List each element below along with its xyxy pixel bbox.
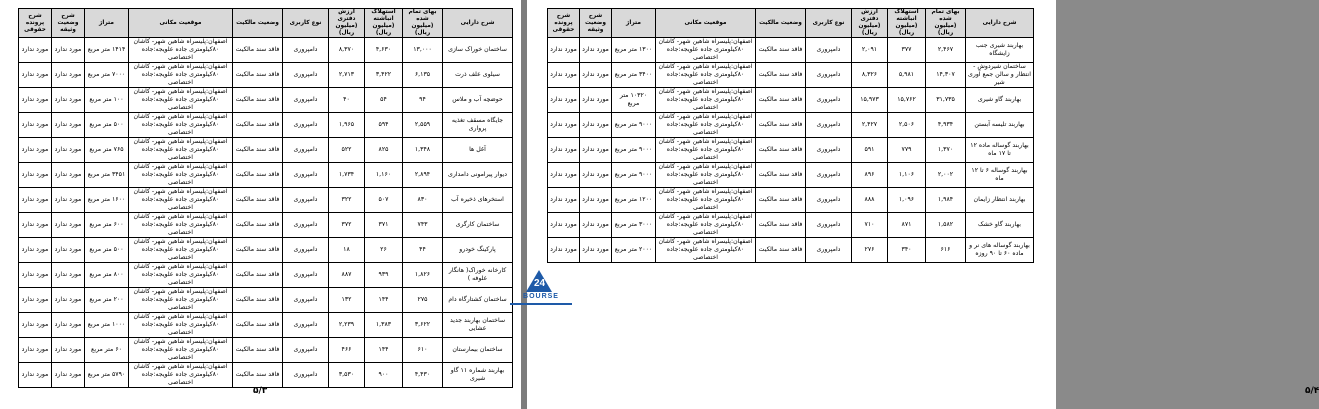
table-cell: ۵۹۴	[365, 113, 403, 138]
table-cell: مورد ندارد	[52, 363, 85, 388]
table-cell: مورد ندارد	[52, 138, 85, 163]
table-cell: دامپروری	[283, 88, 329, 113]
table-row	[19, 63, 513, 88]
table-cell: اصفهان:پلیسراه شاهین شهر- کاشان ۸۰کیلومتری جاده علویجه:جاده اختصاصی	[656, 38, 756, 63]
table-cell: اصفهان:پلیسراه شاهین شهر- کاشان ۸۰کیلومتری جاده علویجه:جاده اختصاصی	[129, 263, 233, 288]
table-cell: ۲,۷۱۳	[329, 63, 365, 88]
table-cell: مورد ندارد	[548, 238, 580, 263]
column-header: ارزش دفتری (میلیون ریال)	[329, 9, 365, 38]
table-cell: ۱,۱۶۰	[365, 163, 403, 188]
table-cell: ۳,۶۲۲	[403, 313, 443, 338]
table-cell: مورد ندارد	[19, 238, 52, 263]
table-cell: ۶,۱۳۵	[403, 63, 443, 88]
table-header-row	[19, 9, 513, 38]
table-cell: ۴,۶۳۰	[365, 38, 403, 63]
table-row	[548, 163, 1034, 188]
table-cell: ۵۰۷	[365, 188, 403, 213]
table-cell: اصفهان:پلیسراه شاهین شهر- کاشان ۸۰کیلومتری جاده علویجه:جاده اختصاصی	[129, 138, 233, 163]
logo-underline	[510, 303, 572, 305]
table-cell: ۱۳۲	[329, 288, 365, 313]
table-cell: اصفهان:پلیسراه شاهین شهر- کاشان ۸۰کیلومتری جاده علویجه:جاده اختصاصی	[656, 163, 756, 188]
table-row	[19, 238, 513, 263]
page-number: ۵/۴	[1305, 386, 1319, 396]
table-cell: ۹۴	[403, 88, 443, 113]
table-cell: دامپروری	[283, 138, 329, 163]
table-cell: دامپروری	[806, 138, 852, 163]
table-cell: ۲,۲۳۹	[329, 313, 365, 338]
table-cell: فاقد سند مالکیت	[233, 138, 283, 163]
table-cell: اصفهان:پلیسراه شاهین شهر- کاشان ۸۰کیلومتری جاده علویجه:جاده اختصاصی	[129, 38, 233, 63]
table-row	[19, 213, 513, 238]
table-row	[19, 88, 513, 113]
table-cell: ۵۹۱	[852, 138, 888, 163]
table-cell: سیلوی علف ذرت	[443, 63, 513, 88]
table-cell: بهاربند تلیسه آبستن	[966, 113, 1034, 138]
table-cell: ساختمان شیردوش - انتظار و سالن جمع آوری شیر	[966, 63, 1034, 88]
table-cell: اصفهان:پلیسراه شاهین شهر- کاشان ۸۰کیلومتری جاده علویجه:جاده اختصاصی	[129, 163, 233, 188]
table-cell: مورد ندارد	[19, 88, 52, 113]
table-cell: حوضچه آب و ملاس	[443, 88, 513, 113]
table-cell: اصفهان:پلیسراه شاهین شهر- کاشان ۸۰کیلومتری جاده علویجه:جاده اختصاصی	[656, 88, 756, 113]
table-cell: دامپروری	[283, 363, 329, 388]
table-cell: فاقد سند مالکیت	[756, 213, 806, 238]
table-cell: بهاربند انتظار زایمان	[966, 188, 1034, 213]
table-cell: دامپروری	[806, 38, 852, 63]
table-cell: مورد ندارد	[548, 63, 580, 88]
table-cell: ۱,۱۰۶	[888, 163, 926, 188]
table-cell: ۱۵,۷۶۲	[888, 88, 926, 113]
table-cell: اصفهان:پلیسراه شاهین شهر- کاشان ۸۰کیلومتری جاده علویجه:جاده اختصاصی	[656, 188, 756, 213]
table-cell: مورد ندارد	[19, 313, 52, 338]
table-cell: مورد ندارد	[580, 113, 612, 138]
table-cell: مورد ندارد	[580, 163, 612, 188]
table-cell: ساختمان کشتارگاه دام	[443, 288, 513, 313]
table-cell: آغل ها	[443, 138, 513, 163]
table-row	[548, 88, 1034, 113]
table-cell: مورد ندارد	[52, 338, 85, 363]
table-cell: فاقد سند مالکیت	[233, 113, 283, 138]
table-cell: ۸,۳۲۶	[852, 63, 888, 88]
table-cell: مورد ندارد	[548, 213, 580, 238]
table-cell: دامپروری	[806, 113, 852, 138]
table-cell: مورد ندارد	[580, 63, 612, 88]
table-cell: بهاربند گاو خشک	[966, 213, 1034, 238]
table-cell: مورد ندارد	[19, 263, 52, 288]
column-header: وضعیت مالکیت	[233, 9, 283, 38]
table-cell: ۱۴۱۴ متر مربع	[85, 38, 129, 63]
table-cell: مورد ندارد	[580, 188, 612, 213]
table-cell: ۳,۵۳۰	[329, 363, 365, 388]
table-cell: دامپروری	[806, 63, 852, 88]
table-cell: مورد ندارد	[580, 38, 612, 63]
table-cell: ۹۰۰۰ متر مربع	[612, 138, 656, 163]
table-cell: دیوار پیرامونی دامداری	[443, 163, 513, 188]
table-cell: ۵۰۰ متر مربع	[85, 238, 129, 263]
bourse24-logo	[504, 270, 578, 316]
table-cell: ۱۴۴	[365, 288, 403, 313]
column-header: متراژ	[85, 9, 129, 38]
table-cell: ۱,۹۶۵	[329, 113, 365, 138]
table-cell: ۶۰۰ متر مربع	[85, 213, 129, 238]
table-cell: دامپروری	[806, 163, 852, 188]
table-cell: بهاربند گوساله ۶ تا ۱۲ ماه	[966, 163, 1034, 188]
table-cell: ۱,۸۲۶	[403, 263, 443, 288]
table-cell: دامپروری	[283, 213, 329, 238]
table-cell: ۳۲۲	[329, 188, 365, 213]
table-row	[19, 138, 513, 163]
table-cell: مورد ندارد	[52, 88, 85, 113]
table-cell: فاقد سند مالکیت	[233, 238, 283, 263]
table-row	[548, 63, 1034, 88]
table-cell: دامپروری	[283, 38, 329, 63]
table-cell: اصفهان:پلیسراه شاهین شهر- کاشان ۸۰کیلومتری جاده علویجه:جاده اختصاصی	[656, 113, 756, 138]
table-cell: ۳۴۰	[888, 238, 926, 263]
table-cell: بهاربند گاو شیری	[966, 88, 1034, 113]
column-header: شرح پرونده حقوقی	[548, 9, 580, 38]
table-row	[548, 38, 1034, 63]
table-cell: ۳۰۰۰ متر مربع	[612, 213, 656, 238]
table-header-row	[548, 9, 1034, 38]
table-cell: ۲,۵۰۶	[888, 113, 926, 138]
table-cell: مورد ندارد	[19, 113, 52, 138]
table-cell: ۱,۷۳۴	[329, 163, 365, 188]
table-cell: فاقد سند مالکیت	[233, 363, 283, 388]
table-row	[19, 113, 513, 138]
table-cell: مورد ندارد	[580, 88, 612, 113]
table-cell: ۳۷۲	[329, 213, 365, 238]
table-cell: فاقد سند مالکیت	[233, 313, 283, 338]
table-cell: فاقد سند مالکیت	[233, 263, 283, 288]
logo-mark: 24	[534, 278, 546, 289]
table-cell: ۴,۹۳۴	[926, 113, 966, 138]
table-cell: کارخانه خوراک( هانگار علوفه )	[443, 263, 513, 288]
table-cell: ۸۲۵	[365, 138, 403, 163]
table-cell: ۱۰۳۲۰ متر مربع	[612, 88, 656, 113]
table-cell: ۲,۰۹۱	[852, 38, 888, 63]
table-cell: ۱,۳۴۸	[403, 138, 443, 163]
table-cell: مورد ندارد	[52, 238, 85, 263]
table-cell: فاقد سند مالکیت	[233, 188, 283, 213]
table-cell: اصفهان:پلیسراه شاهین شهر- کاشان ۸۰کیلومتری جاده علویجه:جاده اختصاصی	[129, 363, 233, 388]
table-cell: اصفهان:پلیسراه شاهین شهر- کاشان ۸۰کیلومتری جاده علویجه:جاده اختصاصی	[129, 238, 233, 263]
table-cell: فاقد سند مالکیت	[233, 338, 283, 363]
table-row	[548, 238, 1034, 263]
table-cell: اصفهان:پلیسراه شاهین شهر- کاشان ۸۰کیلومتری جاده علویجه:جاده اختصاصی	[129, 88, 233, 113]
table-cell: مورد ندارد	[52, 163, 85, 188]
table-cell: مورد ندارد	[19, 38, 52, 63]
table-cell: مورد ندارد	[52, 213, 85, 238]
table-row	[19, 163, 513, 188]
table-cell: اصفهان:پلیسراه شاهین شهر- کاشان ۸۰کیلومتری جاده علویجه:جاده اختصاصی	[656, 138, 756, 163]
table-cell: مورد ندارد	[548, 38, 580, 63]
table-cell: ۶۱۶	[926, 238, 966, 263]
table-cell: ۵,۹۸۱	[888, 63, 926, 88]
table-cell: مورد ندارد	[548, 113, 580, 138]
column-header: استهلاک انباشته (میلیون ریال)	[365, 9, 403, 38]
table-cell: بهاربند گوساله ماده ۱۲ تا ۱۷ ماه	[966, 138, 1034, 163]
table-cell: ۱,۰۹۶	[888, 188, 926, 213]
column-header: شرح وضعیت وثیقه	[580, 9, 612, 38]
table-cell: ۱۴,۳۰۷	[926, 63, 966, 88]
table-cell: مورد ندارد	[19, 138, 52, 163]
table-cell: فاقد سند مالکیت	[756, 138, 806, 163]
table-cell: مورد ندارد	[19, 288, 52, 313]
document-page-left	[0, 0, 521, 409]
table-row	[19, 363, 513, 388]
table-cell: دامپروری	[283, 63, 329, 88]
table-cell: ۳۴۵۱ متر مربع	[85, 163, 129, 188]
table-cell: ۲,۵۵۹	[403, 113, 443, 138]
table-cell: فاقد سند مالکیت	[233, 288, 283, 313]
table-cell: ۸۰۰ متر مربع	[85, 263, 129, 288]
table-cell: اصفهان:پلیسراه شاهین شهر- کاشان ۸۰کیلومتری جاده علویجه:جاده اختصاصی	[129, 63, 233, 88]
table-cell: استخرهای ذخیره آب	[443, 188, 513, 213]
table-cell: ۱,۳۷۰	[926, 138, 966, 163]
table-row	[19, 263, 513, 288]
table-cell: ۲,۴۲۷	[852, 113, 888, 138]
table-cell: ۱,۵۸۲	[926, 213, 966, 238]
column-header: متراژ	[612, 9, 656, 38]
table-cell: فاقد سند مالکیت	[756, 113, 806, 138]
table-cell: فاقد سند مالکیت	[233, 38, 283, 63]
table-cell: ۳۱,۷۳۵	[926, 88, 966, 113]
table-cell: ۸۸۷	[329, 263, 365, 288]
table-cell: ۸۸۸	[852, 188, 888, 213]
table-cell: دامپروری	[283, 113, 329, 138]
table-row	[19, 313, 513, 338]
table-cell: ۸۳۰	[403, 188, 443, 213]
table-cell: ۱۲۰۰ متر مربع	[612, 188, 656, 213]
table-cell: اصفهان:پلیسراه شاهین شهر- کاشان ۸۰کیلومتری جاده علویجه:جاده اختصاصی	[656, 63, 756, 88]
table-cell: ۱۶۰۰ متر مربع	[85, 188, 129, 213]
table-row	[19, 338, 513, 363]
table-cell: ۲۷۵	[403, 288, 443, 313]
table-cell: دامپروری	[283, 188, 329, 213]
table-cell: فاقد سند مالکیت	[756, 238, 806, 263]
table-cell: ساختمان کارگری	[443, 213, 513, 238]
table-cell: دامپروری	[283, 313, 329, 338]
column-header: وضعیت مالکیت	[756, 9, 806, 38]
table-cell: فاقد سند مالکیت	[756, 63, 806, 88]
column-header: استهلاک انباشته (میلیون ریال)	[888, 9, 926, 38]
table-cell: مورد ندارد	[19, 213, 52, 238]
table-cell: ۱۵,۹۷۳	[852, 88, 888, 113]
table-cell: دامپروری	[806, 88, 852, 113]
column-header: شرح پرونده حقوقی	[19, 9, 52, 38]
table-cell: ۷۴۳	[403, 213, 443, 238]
table-cell: مورد ندارد	[548, 138, 580, 163]
table-cell: ۵۰۰ متر مربع	[85, 113, 129, 138]
table-cell: اصفهان:پلیسراه شاهین شهر- کاشان ۸۰کیلومتری جاده علویجه:جاده اختصاصی	[129, 188, 233, 213]
table-cell: مورد ندارد	[52, 313, 85, 338]
table-cell: اصفهان:پلیسراه شاهین شهر- کاشان ۸۰کیلومتری جاده علویجه:جاده اختصاصی	[656, 213, 756, 238]
assets-table-left	[18, 8, 513, 388]
table-cell: مورد ندارد	[52, 38, 85, 63]
table-cell: ساختمان بهاربند جدید عشایی	[443, 313, 513, 338]
column-header: موقعیت مکانی	[656, 9, 756, 38]
table-row	[548, 188, 1034, 213]
table-cell: دامپروری	[283, 163, 329, 188]
table-cell: دامپروری	[806, 238, 852, 263]
table-row	[548, 113, 1034, 138]
table-cell: دامپروری	[283, 238, 329, 263]
table-cell: مورد ندارد	[52, 288, 85, 313]
table-cell: ساختمان خوراک سازی	[443, 38, 513, 63]
table-cell: ۸,۳۷۰	[329, 38, 365, 63]
column-header: بهای تمام شده (میلیون ریال)	[926, 9, 966, 38]
table-cell: اصفهان:پلیسراه شاهین شهر- کاشان ۸۰کیلومتری جاده علویجه:جاده اختصاصی	[129, 338, 233, 363]
table-cell: ۱۸	[329, 238, 365, 263]
column-header: شرح دارایی	[443, 9, 513, 38]
table-cell: ۱۳,۰۰۰	[403, 38, 443, 63]
table-cell: ۱,۹۸۴	[926, 188, 966, 213]
logo-text: BOURSE	[523, 293, 559, 300]
table-cell: ۹۰۰۰ متر مربع	[612, 163, 656, 188]
table-cell: مورد ندارد	[19, 163, 52, 188]
column-header: موقعیت مکانی	[129, 9, 233, 38]
table-cell: اصفهان:پلیسراه شاهین شهر- کاشان ۸۰کیلومتری جاده علویجه:جاده اختصاصی	[129, 213, 233, 238]
table-cell: ۴۴	[403, 238, 443, 263]
table-cell: مورد ندارد	[548, 188, 580, 213]
table-cell: دامپروری	[283, 338, 329, 363]
column-header: شرح دارایی	[966, 9, 1034, 38]
table-cell: ۲۰۰ متر مربع	[85, 288, 129, 313]
table-cell: ۱۰۰ متر مربع	[85, 88, 129, 113]
table-cell: ۲,۸۹۴	[403, 163, 443, 188]
table-row	[548, 213, 1034, 238]
table-cell: جایگاه مسقف تغذیه پرواری	[443, 113, 513, 138]
table-cell: ۲۷۶	[852, 238, 888, 263]
column-header: نوع کاربری	[283, 9, 329, 38]
table-cell: ۶۰ متر مربع	[85, 338, 129, 363]
table-cell: بهاربند گوساله های نر و ماده ۶۰ تا ۹۰ روزه	[966, 238, 1034, 263]
column-header: بهای تمام شده (میلیون ریال)	[403, 9, 443, 38]
table-cell: دامپروری	[283, 263, 329, 288]
table-cell: دامپروری	[283, 288, 329, 313]
table-cell: مورد ندارد	[548, 88, 580, 113]
table-cell: مورد ندارد	[19, 338, 52, 363]
table-cell: مورد ندارد	[52, 188, 85, 213]
table-cell: ۷۰۰۰ متر مربع	[85, 63, 129, 88]
table-cell: ۴۰	[329, 88, 365, 113]
table-cell: ۷۱۰	[852, 213, 888, 238]
table-cell: پارکینگ خودرو	[443, 238, 513, 263]
table-cell: ۱,۳۸۳	[365, 313, 403, 338]
table-cell: ۱۴۴	[365, 338, 403, 363]
table-row	[19, 38, 513, 63]
table-cell: اصفهان:پلیسراه شاهین شهر- کاشان ۸۰کیلومتری جاده علویجه:جاده اختصاصی	[129, 113, 233, 138]
table-cell: بهاربند شیری جنب زایشگاه	[966, 38, 1034, 63]
table-cell: فاقد سند مالکیت	[756, 163, 806, 188]
table-cell: ۸۹۶	[852, 163, 888, 188]
page-number: ۵/۳	[253, 386, 268, 396]
table-cell: اصفهان:پلیسراه شاهین شهر- کاشان ۸۰کیلومتری جاده علویجه:جاده اختصاصی	[656, 238, 756, 263]
table-cell: ۵۴	[365, 88, 403, 113]
table-cell: ساختمان بیمارستان	[443, 338, 513, 363]
column-header: شرح وضعیت وثیقه	[52, 9, 85, 38]
table-cell: اصفهان:پلیسراه شاهین شهر- کاشان ۸۰کیلومتری جاده علویجه:جاده اختصاصی	[129, 313, 233, 338]
column-header: ارزش دفتری (میلیون ریال)	[852, 9, 888, 38]
table-cell: مورد ندارد	[19, 63, 52, 88]
table-cell: ۵۲۲	[329, 138, 365, 163]
table-cell: ۶۱۰	[403, 338, 443, 363]
table-cell: مورد ندارد	[52, 63, 85, 88]
table-cell: ۸۷۱	[888, 213, 926, 238]
table-cell: بهاربند شماره ۱۱ گاو شیری	[443, 363, 513, 388]
table-cell: ۷۶۵ متر مربع	[85, 138, 129, 163]
table-row	[548, 138, 1034, 163]
table-cell: فاقد سند مالکیت	[756, 188, 806, 213]
table-cell: مورد ندارد	[52, 263, 85, 288]
table-cell: ۱۰۰۰ متر مربع	[85, 313, 129, 338]
table-cell: ۹۰۰۰ متر مربع	[612, 113, 656, 138]
table-cell: ۳۴۰۰ متر مربع	[612, 63, 656, 88]
table-cell: ۵۷۹۰ متر مربع	[85, 363, 129, 388]
table-cell: ۹۰۰	[365, 363, 403, 388]
table-cell: دامپروری	[806, 188, 852, 213]
assets-table-right	[547, 8, 1034, 263]
table-row	[19, 188, 513, 213]
table-cell: فاقد سند مالکیت	[756, 88, 806, 113]
table-cell: ۳,۴۲۲	[365, 63, 403, 88]
table-cell: ۲,۴۶۷	[926, 38, 966, 63]
table-cell: مورد ندارد	[19, 188, 52, 213]
table-cell: مورد ندارد	[548, 163, 580, 188]
table-cell: ۲۰۰۰ متر مربع	[612, 238, 656, 263]
table-cell: مورد ندارد	[580, 138, 612, 163]
table-cell: ۱۳۰۰ متر مربع	[612, 38, 656, 63]
table-cell: مورد ندارد	[580, 238, 612, 263]
table-cell: فاقد سند مالکیت	[233, 88, 283, 113]
table-cell: ۳۷۷	[888, 38, 926, 63]
table-cell: دامپروری	[806, 213, 852, 238]
table-cell: فاقد سند مالکیت	[233, 163, 283, 188]
table-cell: ۹۳۹	[365, 263, 403, 288]
table-cell: مورد ندارد	[52, 113, 85, 138]
table-cell: مورد ندارد	[19, 363, 52, 388]
table-cell: ۲,۰۰۲	[926, 163, 966, 188]
table-cell: فاقد سند مالکیت	[233, 213, 283, 238]
table-cell: ۴,۴۳۰	[403, 363, 443, 388]
table-cell: ۴۶۶	[329, 338, 365, 363]
table-row	[19, 288, 513, 313]
table-cell: ۳۷۱	[365, 213, 403, 238]
table-cell: ۷۷۹	[888, 138, 926, 163]
table-cell: فاقد سند مالکیت	[233, 63, 283, 88]
table-cell: اصفهان:پلیسراه شاهین شهر- کاشان ۸۰کیلومتری جاده علویجه:جاده اختصاصی	[129, 288, 233, 313]
table-cell: فاقد سند مالکیت	[756, 38, 806, 63]
table-cell: ۲۶	[365, 238, 403, 263]
column-header: نوع کاربری	[806, 9, 852, 38]
table-cell: مورد ندارد	[580, 213, 612, 238]
